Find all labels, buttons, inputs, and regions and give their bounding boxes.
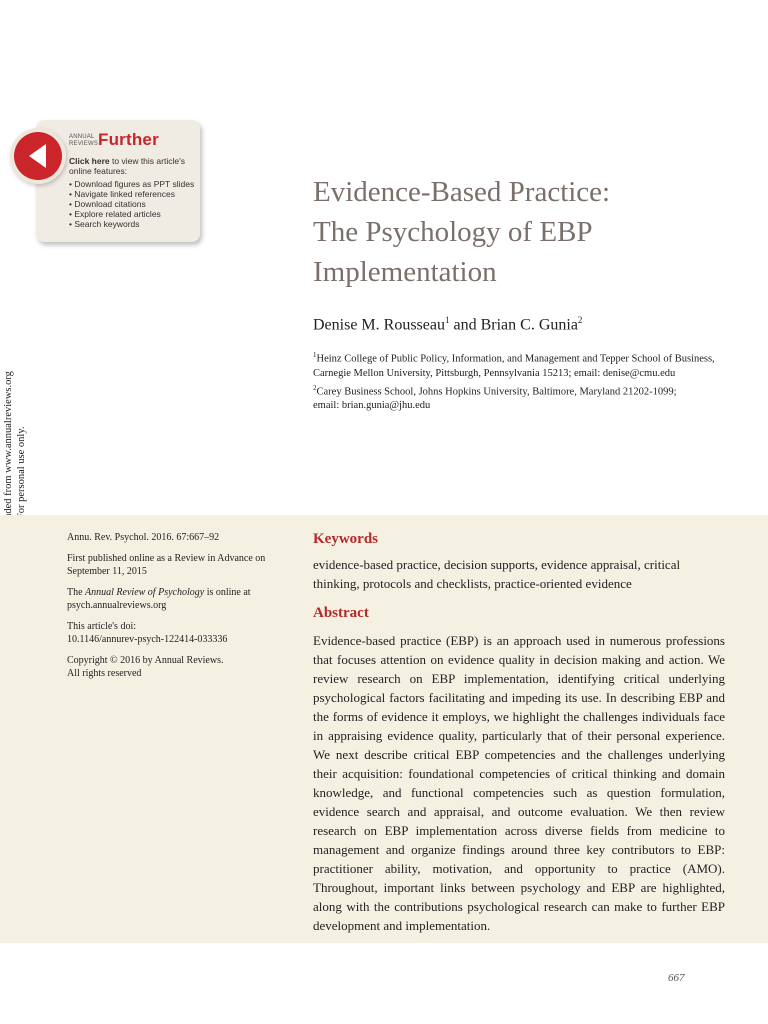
citation: Annu. Rev. Psychol. 2016. 67:667–92 bbox=[67, 532, 220, 543]
authors: Denise M. Rousseau$^1$ and Brian C. Gunia$^2$ bbox=[313, 315, 583, 334]
affiliation-line: $^1$Heinz College of Public Policy, Information, and Management and Tepper School of Business, bbox=[313, 351, 715, 365]
further-button[interactable] bbox=[14, 132, 62, 180]
title-line: Implementation bbox=[313, 256, 497, 288]
keywords-heading: Keywords bbox=[313, 531, 378, 547]
online-notice: The Annual Review of Psychology is online at psych.annualreviews.org bbox=[67, 587, 251, 611]
left-arrow-icon bbox=[29, 144, 46, 168]
further-logo-text: Further bbox=[98, 130, 159, 149]
further-click-link[interactable]: Click here bbox=[69, 156, 110, 166]
further-feature-item[interactable]: • Download figures as PPT slides bbox=[69, 179, 194, 189]
title-line: The Psychology of EBP bbox=[313, 216, 593, 248]
affiliation-line: Carnegie Mellon University, Pittsburgh, Pennsylvania 15213; email: denise@cmu.edu bbox=[313, 367, 676, 379]
further-feature-item[interactable]: • Navigate linked references bbox=[69, 189, 194, 199]
affiliation-line: email: brian.gunia@jhu.edu bbox=[313, 400, 431, 411]
copyright: Copyright © 2016 by Annual Reviews. All rights reserved bbox=[67, 655, 224, 679]
further-click-text: Click here to view this article's online features: bbox=[69, 156, 185, 176]
first-published: First published online as a Review in Advance on September 11, 2015 bbox=[67, 553, 266, 577]
further-feature-item[interactable]: • Search keywords bbox=[69, 219, 194, 229]
page-number: 667 bbox=[668, 972, 685, 984]
annual-reviews-logo: ANNUAL REVIEWS bbox=[69, 134, 99, 147]
further-features-list bbox=[69, 179, 194, 229]
doi-block: This article's doi: 10.1146/annurev-psych-122414-033336 bbox=[67, 621, 228, 645]
article-title bbox=[313, 172, 733, 292]
doi-link[interactable]: 10.1146/annurev-psych-122414-033336 bbox=[67, 634, 228, 645]
affiliation-line: $^2$Carey Business School, Johns Hopkins University, Baltimore, Maryland 21202-1099; bbox=[313, 383, 677, 397]
title-line: Evidence-Based Practice: bbox=[313, 176, 611, 208]
abstract-text: Evidence-based practice (EBP) is an approach used in numerous professions that focuses attention on evidence quality in decision making and action. We review research on EBP implementation, identifying critical underlying psychological factors facilitating and impeding its use. In describing EBP and the forms of evidence it employs, we highlight the challenges individuals face in appraising evidence quality, particularly that of their personal experience. We next describe critical EBP competencies and the challenges underlying their acquisition: foundational competencies of critical thinking and domain knowledge, and functional competencies such as question formulation, evidence search and appraisal, and outcome evaluation. We then review research on EBP implementation across diverse fields from medicine to management and organize findings around three key contributors to EBP: practitioner ability, motivation, and opportunity to practice (AMO). Throughout, important links between psychology and EBP are highlighted, along with the contributions psychological research can make to further EBP development and implementation. bbox=[313, 633, 725, 933]
article-metadata bbox=[67, 531, 292, 688]
further-feature-item[interactable]: • Explore related articles bbox=[69, 209, 194, 219]
affiliations bbox=[313, 348, 733, 413]
abstract-heading: Abstract bbox=[313, 605, 369, 621]
keywords-text: evidence-based practice, decision supports, evidence appraisal, critical thinking, protocols and checklists, practice-oriented evidence bbox=[313, 557, 681, 591]
further-feature-item[interactable]: • Download citations bbox=[69, 199, 194, 209]
